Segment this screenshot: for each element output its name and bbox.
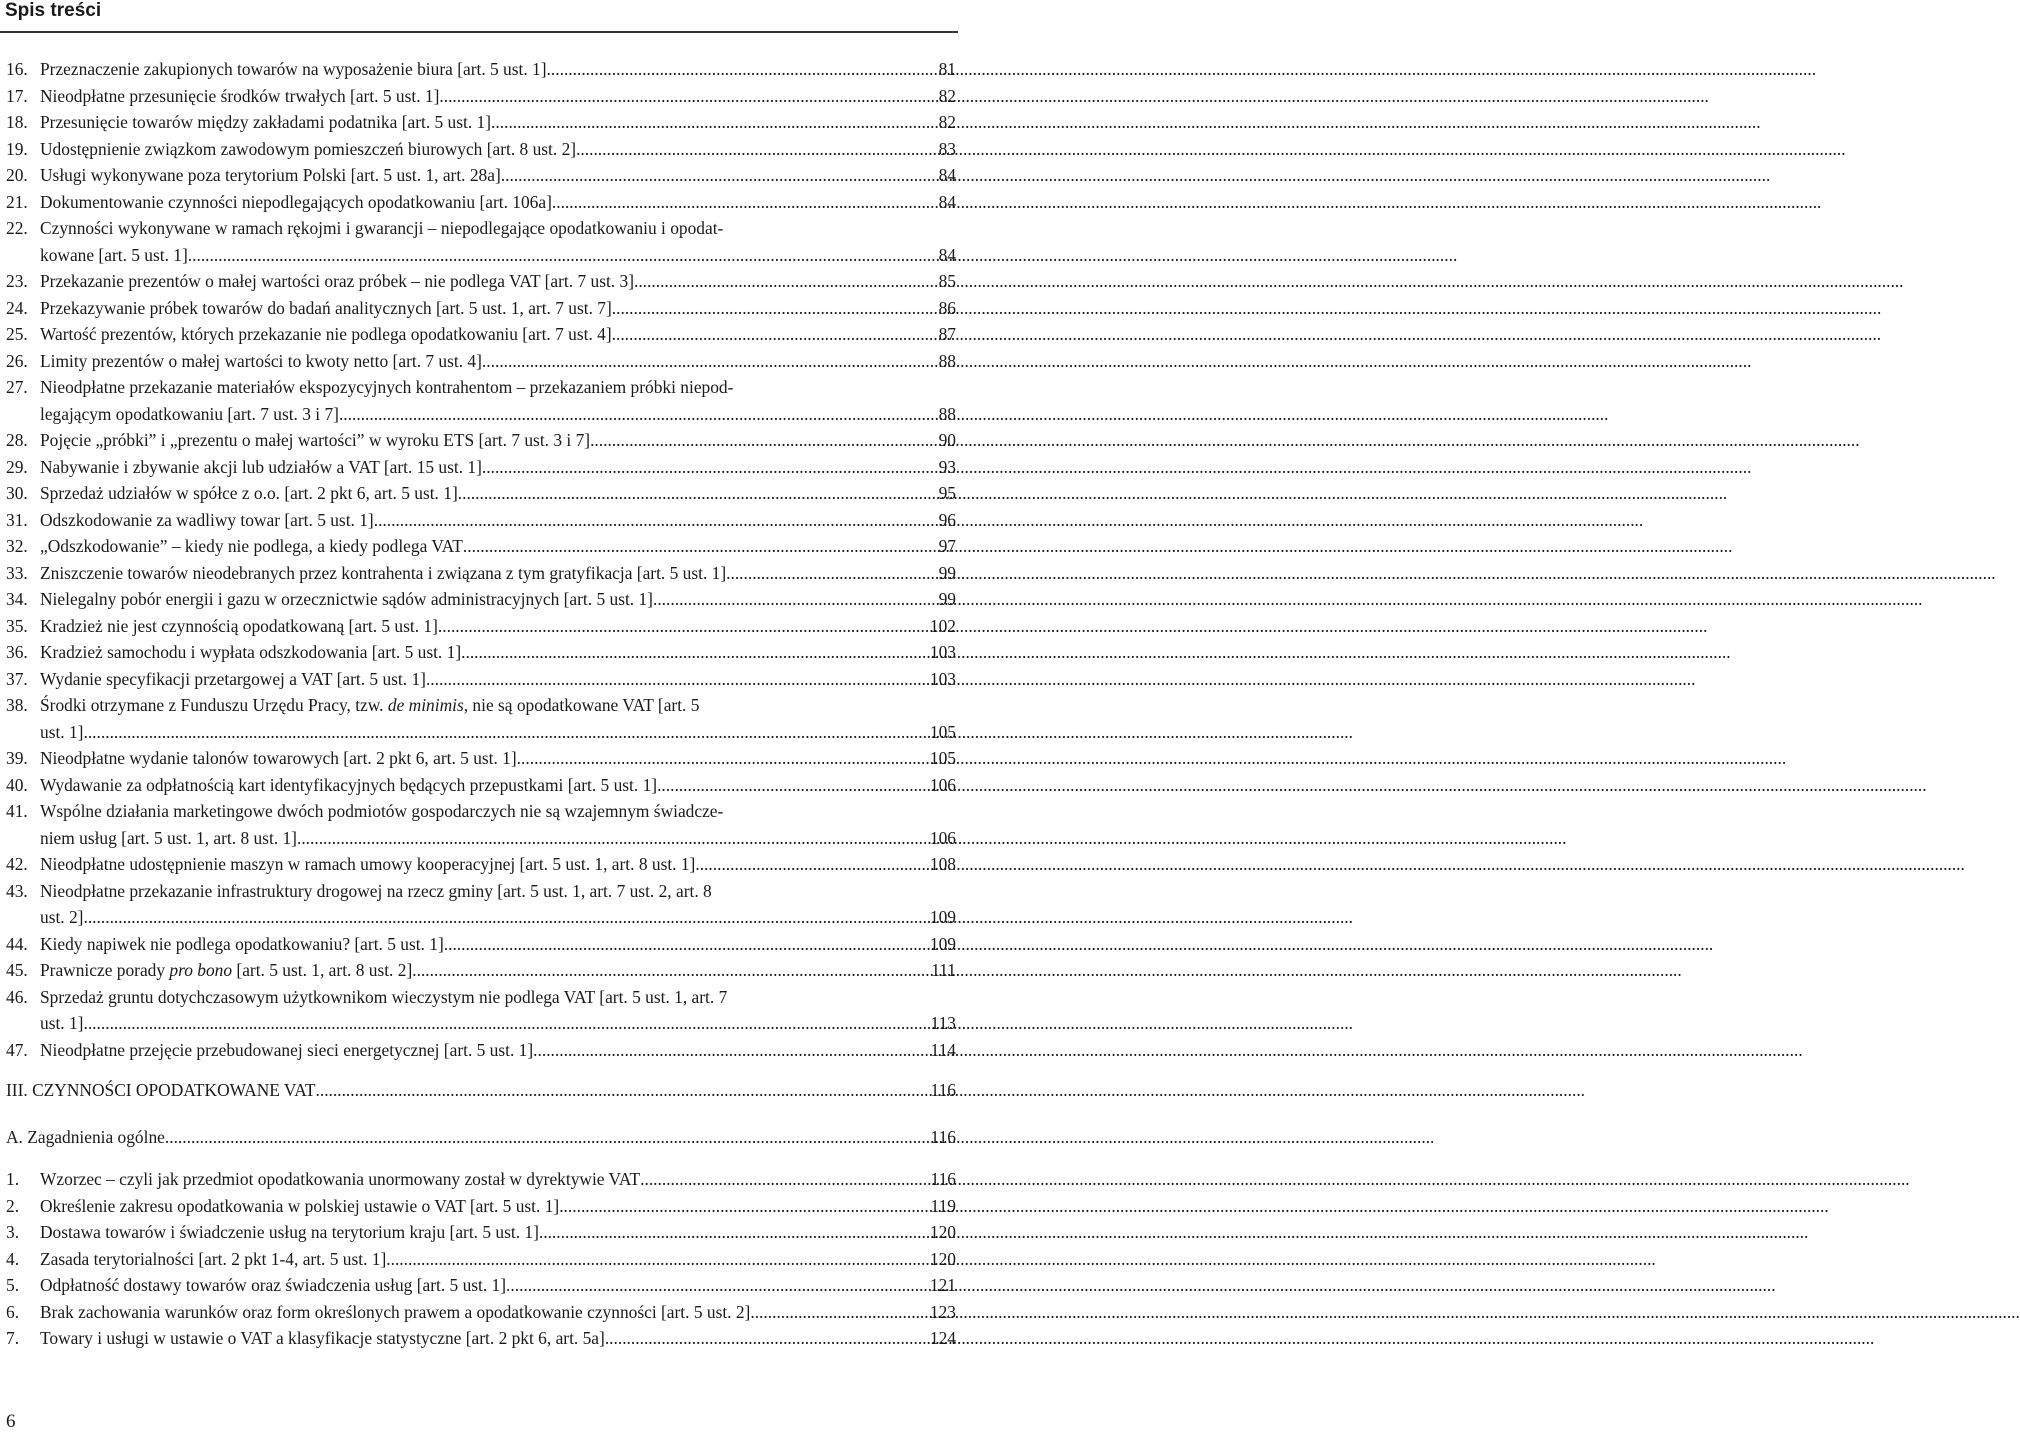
dot-leader	[188, 242, 938, 269]
toc-entry-title: niem usług [art. 5 ust. 1, art. 8 ust. 1]	[40, 827, 297, 848]
toc-entry[interactable]	[0, 83, 960, 110]
dot-leader	[517, 745, 929, 772]
toc-entry-title: Nieodpłatne przesunięcie środków trwałych [art. 5 ust. 1]	[40, 85, 440, 106]
toc-entry-title: Zasada terytorialności [art. 2 pkt 1-4, art. 5 ust. 1]	[40, 1248, 387, 1269]
toc-entry-title: legającym opodatkowaniu [art. 7 ust. 3 i 7]	[40, 403, 339, 424]
dot-leader	[501, 162, 938, 189]
dot-leader	[576, 136, 938, 163]
dot-leader	[552, 189, 938, 216]
dot-leader	[726, 560, 937, 587]
toc-entry-page: 99	[938, 589, 956, 609]
page-header	[0, 0, 960, 38]
toc-entry-number: 20.	[6, 165, 28, 185]
dot-leader	[461, 639, 929, 666]
dot-leader	[653, 586, 938, 613]
toc-entry[interactable]	[0, 162, 960, 189]
toc-entry-title: Dokumentowanie czynności niepodlegających opodatkowaniu [art. 106a]	[40, 191, 552, 212]
toc-entry-title: ust. 2]	[40, 907, 84, 927]
toc-entry-number: 41.	[6, 801, 28, 821]
toc-entry-number: 28.	[6, 430, 28, 450]
toc-entry-number: 37.	[6, 668, 28, 689]
toc-entry-title: Prawnicze porady pro bono [art. 5 ust. 1, art. 8 ust. 2]	[40, 960, 413, 980]
toc-entry-title: Zniszczenie towarów nieodebranych przez kontrahenta i związana z tym gratyfikacja [art. 5 ust. 1]	[40, 562, 727, 583]
toc-entry[interactable]	[0, 1219, 960, 1246]
toc-entry-page: 102	[929, 615, 956, 636]
dot-leader	[83, 904, 928, 931]
toc-entry-number: 25.	[6, 324, 28, 344]
toc-entry-title: Towary i usługi w ustawie o VAT a klasyfikacje statystyczne [art. 2 pkt 6, art. 5a]	[40, 1328, 605, 1348]
toc-entry-title: Dostawa towarów i świadczenie usług na terytorium kraju [art. 5 ust. 1]	[40, 1222, 539, 1242]
toc-entry-number: 23.	[6, 271, 28, 291]
toc-entry[interactable]	[0, 189, 960, 216]
toc-entry-title: Kradzież nie jest czynnością opodatkowaną [art. 5 ust. 1]	[40, 615, 438, 636]
toc-entry[interactable]	[0, 1325, 960, 1352]
toc-entry-number: 46.	[6, 986, 28, 1007]
toc-entry[interactable]	[0, 507, 960, 534]
toc-entry-page: 111	[931, 960, 956, 980]
toc-entry[interactable]	[0, 295, 960, 322]
toc-entry[interactable]	[0, 1166, 960, 1193]
toc-entry[interactable]	[0, 639, 960, 666]
toc-entry-title: Sprzedaż udziałów w spółce z o.o. [art. 2 pkt 6, art. 5 ust. 1]	[40, 483, 458, 503]
toc-entry-page: 99	[938, 562, 956, 583]
toc-entry-number: 30.	[6, 483, 28, 503]
toc-entry-number: 6.	[6, 1301, 20, 1322]
toc-entry-title: Nieodpłatne przekazanie materiałów ekspozycyjnych kontrahentom – przekazaniem próbki niepod-	[40, 377, 734, 397]
toc-entry[interactable]	[0, 692, 960, 745]
toc-entry-number: 4.	[6, 1248, 20, 1269]
dot-leader	[750, 1299, 929, 1326]
toc-entry-number: 5.	[6, 1275, 20, 1295]
toc-entry-number: 45.	[6, 960, 28, 980]
toc-entry-page: 109	[929, 933, 956, 954]
toc-entry-title: kowane [art. 5 ust. 1]	[40, 244, 188, 265]
subsection-heading-title: A. Zagadnienia ogólne	[6, 1126, 165, 1147]
toc-entry[interactable]	[0, 215, 960, 268]
dot-leader	[297, 825, 929, 852]
dot-leader	[605, 1325, 929, 1352]
table-of-contents	[0, 56, 960, 1352]
toc-entry-page: 108	[929, 854, 956, 874]
toc-entry-title: Nieodpłatne wydanie talonów towarowych [art. 2 pkt 6, art. 5 ust. 1]	[40, 748, 517, 768]
toc-entry-number: 26.	[6, 350, 28, 371]
toc-entry-number: 34.	[6, 589, 28, 609]
toc-entry-number: 36.	[6, 642, 28, 662]
toc-entry[interactable]	[0, 268, 960, 295]
toc-entry-number: 47.	[6, 1039, 28, 1060]
section-heading-page: 116	[930, 1080, 956, 1100]
toc-entry[interactable]	[0, 772, 960, 799]
toc-entry-page: 84	[938, 191, 956, 212]
toc-entry-page: 82	[938, 85, 956, 106]
toc-entry-title: Nieodpłatne udostępnienie maszyn w ramach umowy kooperacyjnej [art. 5 ust. 1, art. 8 ust. 1]	[40, 854, 696, 874]
dot-leader	[386, 1246, 929, 1273]
toc-entry-title: Przeznaczenie zakupionych towarów na wyposażenie biura [art. 5 ust. 1]	[40, 59, 547, 79]
toc-entry-title: Przekazywanie próbek towarów do badań analitycznych [art. 5 ust. 1, art. 7 ust. 7]	[40, 297, 612, 318]
toc-entry-number: 44.	[6, 933, 28, 954]
toc-entry[interactable]	[0, 321, 960, 348]
toc-entry-number: 21.	[6, 191, 28, 212]
toc-entry-number: 24.	[6, 297, 28, 318]
toc-entry-page: 95	[938, 483, 956, 503]
toc-entry[interactable]	[0, 666, 960, 693]
dot-leader	[444, 931, 929, 958]
toc-entry-title: Wartość prezentów, których przekazanie nie podlega opodatkowaniu [art. 7 ust. 4]	[40, 324, 612, 344]
toc-entry-number: 19.	[6, 138, 28, 159]
toc-entry-number: 42.	[6, 854, 28, 874]
toc-entry[interactable]	[0, 957, 960, 984]
section-heading-title: III. CZYNNOŚCI OPODATKOWANE VAT	[6, 1080, 316, 1100]
toc-entry[interactable]	[0, 1246, 960, 1273]
dot-leader	[491, 109, 938, 136]
toc-entry-page: 105	[929, 721, 956, 742]
toc-entry-number: 22.	[6, 218, 28, 238]
toc-entry-number: 17.	[6, 85, 28, 106]
toc-entry-number: 32.	[6, 536, 28, 556]
toc-entry-title: Środki otrzymane z Funduszu Urzędu Pracy, tzw. de minimis, nie są opodatkowane VAT [art. 5	[40, 695, 700, 715]
toc-entry-title: Nieodpłatne przekazanie infrastruktury drogowej na rzecz gminy [art. 5 ust. 1, art. 7 ust. 2, art. 8	[40, 880, 712, 901]
toc-entry-page: 85	[938, 271, 956, 291]
toc-entry[interactable]	[0, 454, 960, 481]
toc-entry-number: 31.	[6, 509, 28, 530]
toc-entry-title: Nielegalny pobór energii i gazu w orzecznictwie sądów administracyjnych [art. 5 ust. 1]	[40, 589, 653, 609]
dot-leader	[640, 1166, 929, 1193]
toc-entry-number: 43.	[6, 880, 28, 901]
toc-entry-title: Pojęcie „próbki” i „prezentu o małej wartości” w wyroku ETS [art. 7 ust. 3 i 7]	[40, 430, 591, 450]
toc-entry-page: 106	[929, 774, 956, 795]
toc-entry-title: Wydanie specyfikacji przetargowej a VAT [art. 5 ust. 1]	[40, 668, 426, 689]
dot-leader	[412, 957, 930, 984]
toc-entry-page: 103	[929, 668, 956, 689]
toc-entry[interactable]	[0, 348, 960, 375]
toc-entry-page: 124	[929, 1328, 956, 1348]
subsection-heading[interactable]	[6, 1124, 956, 1151]
toc-entry-title: Wspólne działania marketingowe dwóch podmiotów gospodarczych nie są wzajemnym świadcze-	[40, 801, 724, 821]
toc-entry-title: ust. 1]	[40, 721, 84, 742]
toc-entry-page: 93	[938, 456, 956, 477]
toc-entry-title: „Odszkodowanie” – kiedy nie podlega, a kiedy podlega VAT	[40, 536, 463, 556]
toc-entry[interactable]	[0, 109, 960, 136]
dot-leader	[533, 1037, 929, 1064]
toc-entry-title: Przesunięcie towarów między zakładami podatnika [art. 5 ust. 1]	[40, 112, 492, 132]
toc-entry-title: Usługi wykonywane poza terytorium Polski [art. 5 ust. 1, art. 28a]	[40, 165, 501, 185]
toc-entry-title: Określenie zakresu opodatkowania w polskiej ustawie o VAT [art. 5 ust. 1]	[40, 1195, 560, 1216]
toc-entry-page: 109	[929, 907, 956, 927]
toc-entry-number: 38.	[6, 695, 28, 715]
dot-leader	[165, 1124, 930, 1151]
toc-entry-page: 97	[938, 536, 956, 556]
dot-leader	[547, 56, 938, 83]
toc-entry[interactable]	[0, 1193, 960, 1220]
toc-entry-number: 39.	[6, 748, 28, 768]
toc-entry[interactable]	[0, 613, 960, 640]
dot-leader	[539, 1219, 929, 1246]
dot-leader	[374, 507, 938, 534]
toc-entry[interactable]	[0, 1299, 960, 1326]
toc-entry-number: 1.	[6, 1169, 20, 1189]
toc-entry-title: Sprzedaż gruntu dotychczasowym użytkownikom wieczystym nie podlega VAT [art. 5 ust. 1, art. 7	[40, 986, 728, 1007]
toc-entry-page: 123	[929, 1301, 956, 1322]
toc-entry-page: 88	[938, 403, 956, 424]
dot-leader	[458, 480, 938, 507]
toc-entry-page: 84	[938, 165, 956, 185]
page-number: 6	[6, 1411, 16, 1432]
dot-leader	[438, 613, 929, 640]
toc-entry[interactable]	[0, 798, 960, 851]
toc-entry-number: 2.	[6, 1195, 20, 1216]
toc-entry-page: 116	[930, 1169, 956, 1189]
header-rule	[0, 31, 958, 33]
toc-entry-number: 7.	[6, 1328, 20, 1348]
dot-leader	[559, 1193, 929, 1220]
dot-leader	[612, 321, 938, 348]
toc-entry-title: Czynności wykonywane w ramach rękojmi i gwarancji – niepodlegające opodatkowaniu i opodat-	[40, 218, 724, 238]
toc-entry-title: Brak zachowania warunków oraz form określonych prawem a opodatkowanie czynności [art. 5 ust. 2]	[40, 1301, 751, 1322]
toc-entry[interactable]	[0, 586, 960, 613]
toc-entry-page: 106	[929, 827, 956, 848]
toc-entry-number: 35.	[6, 615, 28, 636]
toc-entry-number: 18.	[6, 112, 28, 132]
toc-entry[interactable]	[0, 878, 960, 931]
toc-entry-page: 84	[938, 244, 956, 265]
toc-entry-number: 3.	[6, 1222, 20, 1242]
toc-entry-number: 40.	[6, 774, 28, 795]
dot-leader	[83, 719, 928, 746]
toc-entry[interactable]	[0, 136, 960, 163]
toc-entry-page: 119	[930, 1195, 956, 1216]
dot-leader	[426, 666, 929, 693]
toc-entry-title: Udostępnienie związkom zawodowym pomieszczeń biurowych [art. 8 ust. 2]	[40, 138, 577, 159]
toc-entry-title: Kiedy napiwek nie podlega opodatkowaniu? [art. 5 ust. 1]	[40, 933, 444, 954]
toc-entry[interactable]	[0, 745, 960, 772]
toc-entry-page: 82	[938, 112, 956, 132]
toc-entry-number: 29.	[6, 456, 28, 477]
toc-entry[interactable]	[0, 480, 960, 507]
dot-leader	[463, 533, 938, 560]
dot-leader	[339, 401, 938, 428]
dot-leader	[695, 851, 929, 878]
toc-entry[interactable]	[0, 560, 960, 587]
dot-leader	[439, 83, 937, 110]
toc-entry[interactable]	[0, 427, 960, 454]
toc-entry[interactable]	[0, 533, 960, 560]
toc-entry-title: Nabywanie i zbywanie akcji lub udziałów a VAT [art. 15 ust. 1]	[40, 456, 482, 477]
toc-entry-title: Limity prezentów o małej wartości to kwoty netto [art. 7 ust. 4]	[40, 350, 482, 371]
toc-entry-page: 113	[930, 1013, 956, 1033]
section-heading[interactable]	[6, 1077, 956, 1104]
toc-entry-page: 87	[938, 324, 956, 344]
toc-entry-title: Kradzież samochodu i wypłata odszkodowania [art. 5 ust. 1]	[40, 642, 462, 662]
toc-entry-title: Odszkodowanie za wadliwy towar [art. 5 ust. 1]	[40, 509, 374, 530]
dot-leader	[506, 1272, 929, 1299]
toc-entry[interactable]	[0, 984, 960, 1037]
toc-entry[interactable]	[0, 851, 960, 878]
toc-entry-page: 90	[938, 430, 956, 450]
dot-leader	[612, 295, 938, 322]
toc-entry[interactable]	[0, 931, 960, 958]
toc-entry-title: Nieodpłatne przejęcie przebudowanej sieci energetycznej [art. 5 ust. 1]	[40, 1039, 534, 1060]
toc-entry-title: Przekazanie prezentów o małej wartości oraz próbek – nie podlega VAT [art. 7 ust. 3]	[40, 271, 634, 291]
dot-leader	[83, 1010, 929, 1037]
toc-entry-title: Odpłatność dostawy towarów oraz świadczenia usług [art. 5 ust. 1]	[40, 1275, 507, 1295]
dot-leader	[590, 427, 938, 454]
toc-entry-page: 120	[929, 1248, 956, 1269]
toc-entry-page: 114	[930, 1039, 956, 1060]
page-title: Spis treści	[5, 0, 102, 21]
toc-entry-page: 120	[929, 1222, 956, 1242]
dot-leader	[482, 454, 938, 481]
toc-entry-title: Wzorzec – czyli jak przedmiot opodatkowania unormowany został w dyrektywie VAT	[40, 1169, 641, 1189]
toc-entry[interactable]	[0, 374, 960, 427]
toc-entry-page: 96	[938, 509, 956, 530]
dot-leader	[634, 268, 938, 295]
toc-entry-page: 88	[938, 350, 956, 371]
toc-entry-page: 121	[929, 1275, 956, 1295]
toc-entry-number: 16.	[6, 59, 28, 79]
dot-leader	[482, 348, 938, 375]
toc-entry-page: 103	[929, 642, 956, 662]
dot-leader	[316, 1077, 930, 1104]
toc-entry-number: 27.	[6, 377, 28, 397]
toc-entry[interactable]	[0, 1037, 960, 1064]
toc-entry-page: 105	[929, 748, 956, 768]
dot-leader	[657, 772, 929, 799]
toc-entry[interactable]	[0, 1272, 960, 1299]
toc-entry-number: 33.	[6, 562, 28, 583]
toc-entry-page: 86	[938, 297, 956, 318]
toc-entry[interactable]	[0, 56, 960, 83]
subsection-heading-page: 116	[930, 1126, 956, 1147]
toc-entry-title: Wydawanie za odpłatnością kart identyfikacyjnych będących przepustkami [art. 5 ust. 1]	[40, 774, 658, 795]
toc-entry-title: ust. 1]	[40, 1013, 84, 1033]
toc-entry-page: 81	[938, 59, 956, 79]
toc-entry-page: 83	[938, 138, 956, 159]
